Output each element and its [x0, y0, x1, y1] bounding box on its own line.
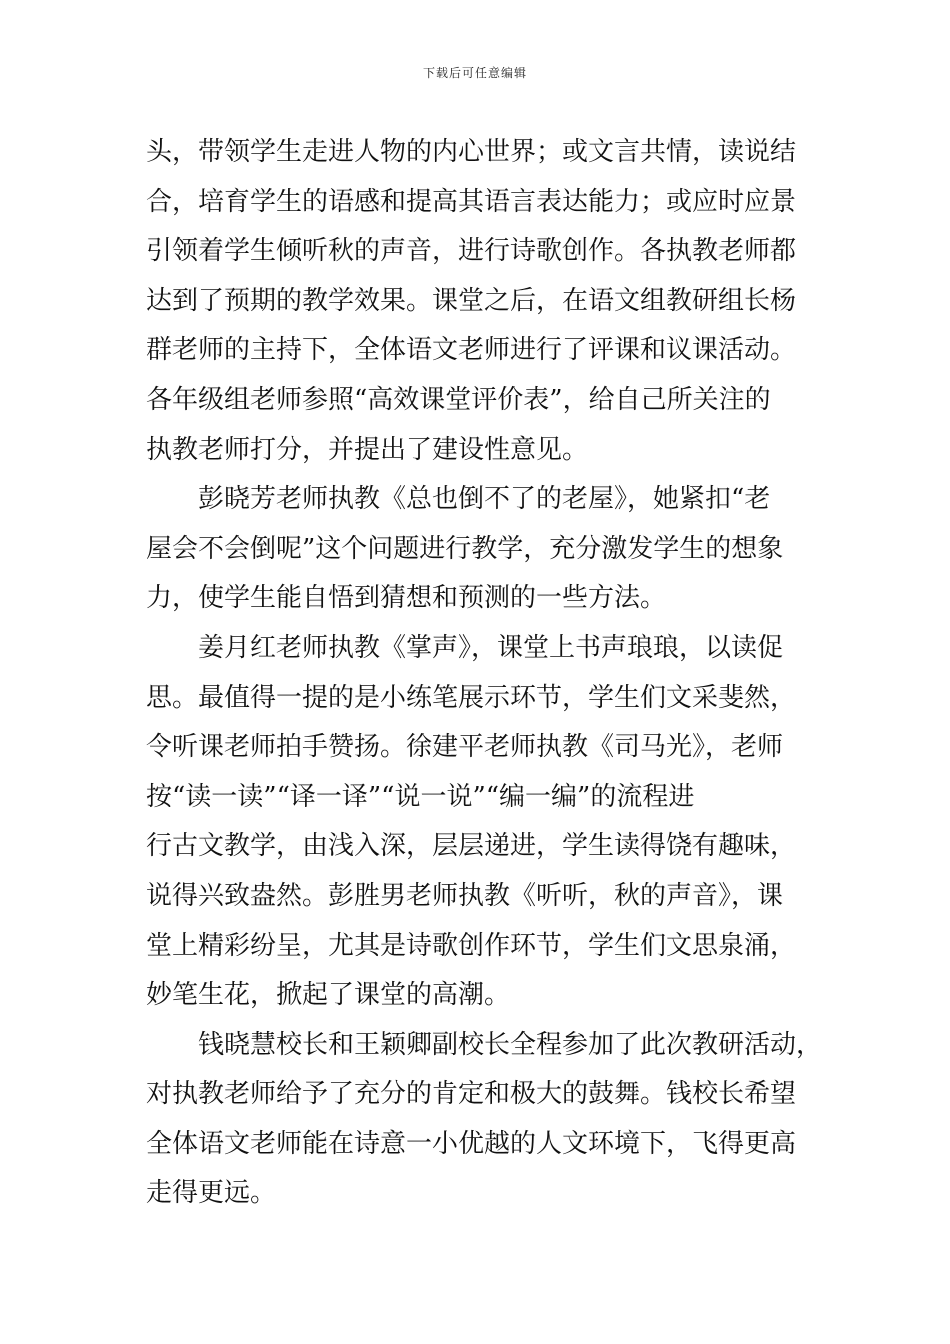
- paragraph-3: [146, 624, 810, 1021]
- text-line: 思。最值得一提的是小练笔展示环节，学生们文采斐然，: [146, 682, 797, 713]
- text-line: 彭晓芳老师执教《总也倒不了的老屋》，她紧扣“老: [198, 484, 771, 515]
- text-line: 头，带领学生走进人物的内心世界；或文言共情，读说结: [146, 137, 797, 167]
- paragraph-1: [146, 128, 810, 475]
- text-line: 按“读一读”“译一译”“说一说”“编一编”的流程进: [146, 781, 695, 812]
- text-line: 对执教老师给予了充分的肯定和极大的鼓舞。钱校长希望: [146, 1079, 797, 1110]
- text-line: 引领着学生倾听秋的声音，进行诗歌创作。各执教老师都: [146, 236, 797, 267]
- text-line: 堂上精彩纷呈，尤其是诗歌创作环节，学生们文思泉涌，: [146, 930, 797, 961]
- text-line: 全体语文老师能在诗意一小优越的人文环境下，飞得更高: [146, 1128, 797, 1159]
- document-body: [146, 128, 823, 1219]
- text-line: 行古文教学，由浅入深，层层递进，学生读得饶有趣味，: [146, 831, 797, 862]
- text-line: 各年级组老师参照“高效课堂评价表”，给自己所关注的: [146, 384, 771, 415]
- text-line: 钱晓慧校长和王颖卿副校长全程参加了此次教研活动，: [198, 1029, 823, 1060]
- page-header: 下载后可任意编辑: [422, 66, 527, 80]
- text-line: 妙笔生花，掀起了课堂的高潮。: [146, 980, 511, 1011]
- text-line: 屋会不会倒呢”这个问题进行教学，充分激发学生的想象: [146, 533, 784, 564]
- text-line: 力，使学生能自悟到猜想和预测的一些方法。: [146, 583, 667, 614]
- text-line: 合，培育学生的语感和提高其语言表达能力；或应时应景: [146, 186, 797, 217]
- text-line: 达到了预期的教学效果。课堂之后，在语文组教研组长杨: [146, 285, 797, 316]
- text-line: 走得更远。: [146, 1178, 277, 1209]
- paragraph-4: [146, 1021, 823, 1219]
- text-line: 群老师的主持下，全体语文老师进行了评课和议课活动。: [146, 335, 797, 366]
- text-line: 执教老师打分，并提出了建设性意见。: [146, 434, 589, 465]
- text-line: 说得兴致盎然。彭胜男老师执教《听听，秋的声音》，课: [146, 880, 784, 911]
- text-line: 姜月红老师执教《掌声》，课堂上书声琅琅，以读促: [198, 632, 784, 663]
- paragraph-2: [146, 475, 810, 624]
- text-line: 令听课老师拍手赞扬。徐建平老师执教《司马光》，老师: [146, 732, 784, 763]
